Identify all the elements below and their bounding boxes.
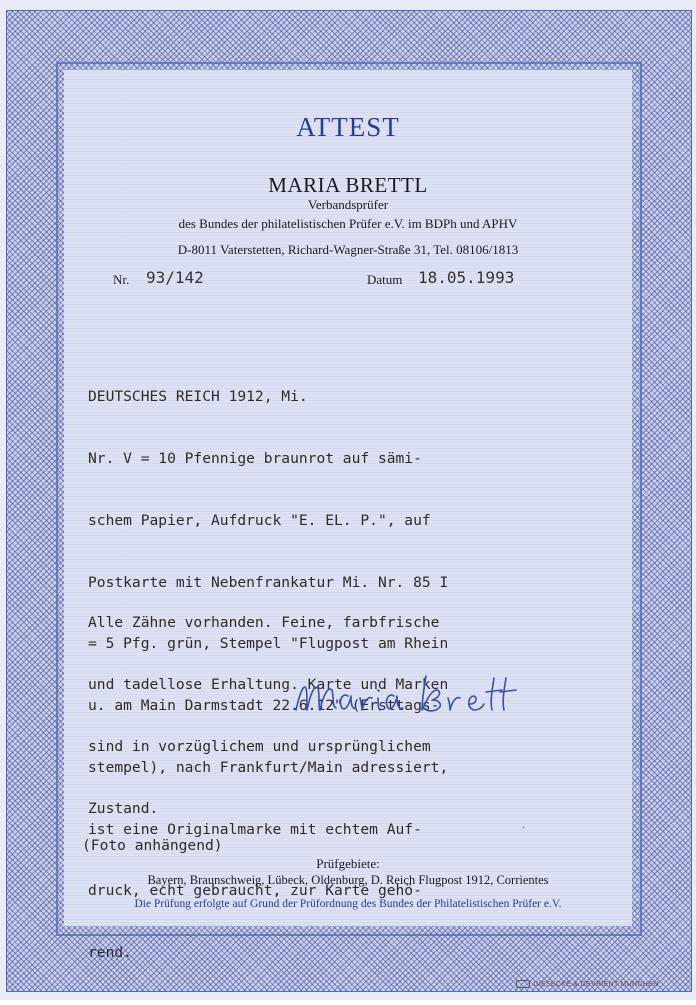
text-line: rend. — [88, 944, 132, 962]
text-line: schem Papier, Aufdruck "E. EL. P.", auf — [88, 511, 431, 529]
examination-areas-label: Prüfgebiete: — [316, 856, 380, 871]
text-line: ist eine Originalmarke mit echtem Auf- — [88, 820, 422, 838]
examination-notice: Die Prüfung erfolgte auf Grund der Prüfordnung des Bundes der Philatelistischen Prüfer e.V. — [134, 898, 562, 910]
text-line: Postkarte mit Nebenfrankatur Mi. Nr. 85 I — [88, 573, 449, 591]
printer-name: GIESECKE & DEVRIENT MÜNCHEN — [533, 980, 659, 988]
examiner-role: Verbandsprüfer — [307, 197, 389, 212]
photo-note: (Foto anhängend) — [82, 837, 223, 854]
number-value: 93/142 — [146, 268, 204, 287]
examiner-address: D-8011 Vaterstetten, Richard-Wagner-Straße 31, Tel. 08106/1813 — [177, 242, 519, 257]
date-label: Datum — [367, 272, 403, 287]
text-line: u. am Main Darmstadt 22.6.12" (Ersttags- — [88, 697, 440, 715]
handwritten-signature — [290, 662, 530, 722]
text-line: stempel), nach Frankfurt/Main adressiert, — [88, 758, 449, 776]
examiner-name: MARIA BRETTL — [268, 173, 428, 197]
examination-areas: Bayern, Braunschweig, Lübeck, Oldenburg, D. Reich Flugpost 1912, Corrientes — [147, 873, 549, 887]
text-line: Nr. V = 10 Pfennige braunrot auf sämi- — [88, 449, 422, 467]
text-line: = 5 Pfg. grün, Stempel "Flugpost am Rhein — [88, 635, 449, 653]
printer-logo-icon — [516, 980, 530, 988]
text-line: Zustand. — [88, 799, 159, 817]
text-line: und tadellose Erhaltung. Karte und Marken — [88, 675, 449, 693]
text-line: DEUTSCHES REICH 1912, Mi. — [88, 388, 308, 406]
number-label: Nr. — [113, 272, 130, 287]
examiner-organization: des Bundes der philatelistischen Prüfer e.V. im BDPh und APHV — [178, 216, 518, 231]
certificate-title: ATTEST — [296, 112, 400, 142]
printer-imprint — [516, 980, 658, 988]
text-line: sind in vorzüglichem und ursprünglichem — [88, 737, 431, 755]
text-line: druck, echt gebraucht, zur Karte gehö- — [88, 882, 422, 900]
text-line: Alle Zähne vorhanden. Feine, farbfrische — [88, 614, 440, 632]
date-value: 18.05.1993 — [418, 268, 515, 287]
pencil-mark: · — [522, 823, 526, 834]
